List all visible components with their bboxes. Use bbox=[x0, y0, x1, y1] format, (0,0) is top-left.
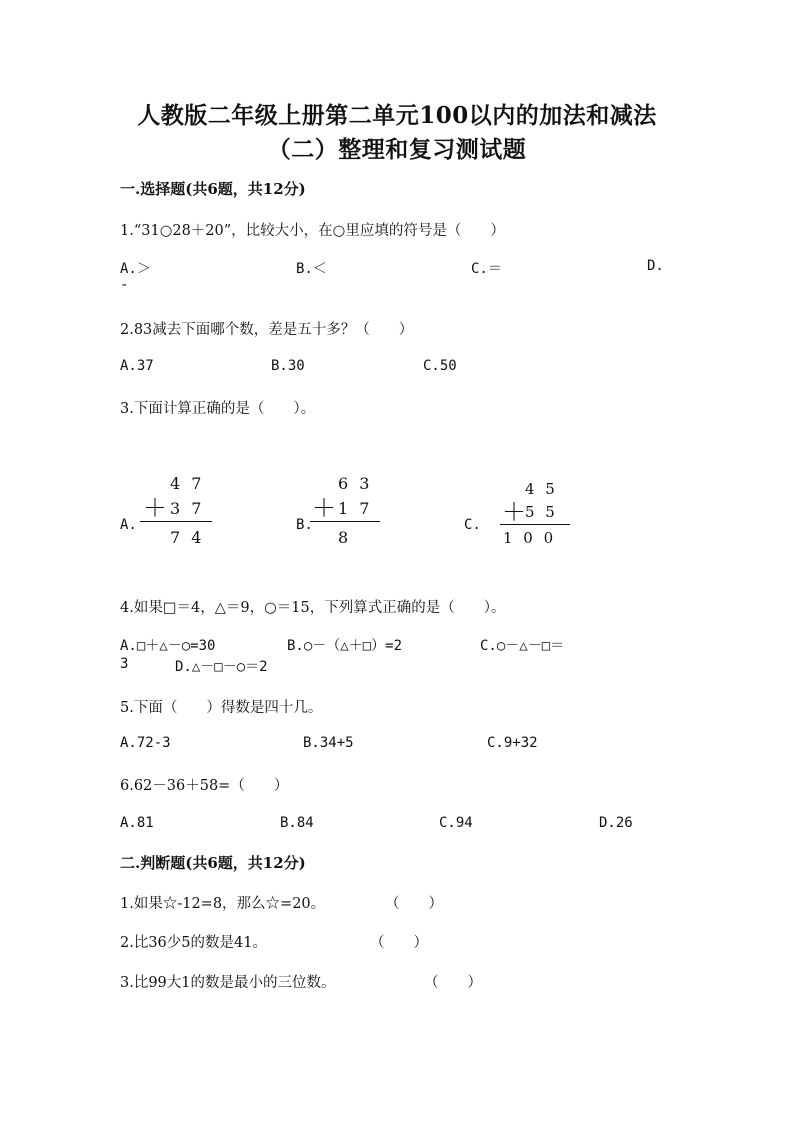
section-heading-choice: 一.选择题(共6题，共12分) bbox=[120, 180, 306, 198]
q5-option-c[interactable]: C.9+32 bbox=[487, 735, 538, 751]
calc-c-line bbox=[500, 524, 570, 525]
question-2-text: 2.83减去下面哪个数，差是五十多？（ ） bbox=[120, 322, 414, 338]
q6-option-a[interactable]: A.81 bbox=[120, 815, 154, 831]
calc-a-line bbox=[140, 521, 212, 522]
q3-option-c-label[interactable]: C. bbox=[464, 517, 481, 533]
judge-2-blank[interactable]: （ ） bbox=[370, 935, 428, 951]
calc-a-top: 4 7 bbox=[170, 474, 202, 493]
calc-c-result: 1 0 0 bbox=[503, 529, 554, 547]
q2-option-b[interactable]: B.30 bbox=[271, 358, 305, 374]
q4-option-c-wrap: 3 bbox=[120, 656, 129, 672]
question-3-text: 3.下面计算正确的是（ ）。 bbox=[120, 401, 316, 417]
calc-b-bottom: 1 7 bbox=[338, 499, 370, 518]
calc-b-result: 8 bbox=[338, 528, 349, 547]
section-heading-judge: 二.判断题(共6题，共12分) bbox=[120, 854, 306, 872]
calc-b-top: 6 3 bbox=[338, 474, 370, 493]
question-6-text: 6.62－36＋58=（ ） bbox=[120, 778, 289, 794]
q3-option-a-label[interactable]: A. bbox=[120, 517, 137, 533]
calc-c-bottom: 5 5 bbox=[525, 503, 555, 521]
q1-option-a[interactable]: A.＞ bbox=[120, 261, 151, 277]
plus-icon: ＋ bbox=[502, 498, 526, 526]
q3-option-b-label[interactable]: B. bbox=[296, 517, 313, 533]
q1-option-d-wrap: - bbox=[120, 277, 129, 293]
question-1-text: 1.“31○28＋20”，比较大小，在○里应填的符号是（ ） bbox=[120, 223, 505, 239]
q1-option-b[interactable]: B.＜ bbox=[296, 261, 327, 277]
question-5-text: 5.下面（ ）得数是四十几。 bbox=[120, 700, 323, 716]
q4-option-c[interactable]: C.○－△－□＝ bbox=[480, 638, 565, 654]
q2-option-c[interactable]: C.50 bbox=[423, 358, 457, 374]
judge-3-text: 3.比99大1的数是最小的三位数。 bbox=[120, 975, 336, 991]
q3-calc-b[interactable] bbox=[310, 474, 420, 554]
question-4-text: 4.如果□＝4，△＝9，○＝15，下列算式正确的是（ ）。 bbox=[120, 600, 506, 616]
judge-1-text: 1.如果☆-12=8，那么☆=20。 bbox=[120, 896, 326, 912]
q6-option-b[interactable]: B.84 bbox=[280, 815, 314, 831]
q3-calc-a[interactable] bbox=[140, 474, 250, 554]
q4-option-b[interactable]: B.○－（△＋□）=2 bbox=[287, 638, 403, 654]
q1-option-d[interactable]: D. bbox=[647, 258, 664, 274]
judge-1-blank[interactable]: （ ） bbox=[385, 896, 443, 912]
q6-option-d[interactable]: D.26 bbox=[599, 815, 633, 831]
q4-option-d[interactable]: D.△－□－○＝2 bbox=[175, 659, 268, 675]
page-title-line2: （二）整理和复习测试题 bbox=[267, 136, 527, 163]
q5-option-a[interactable]: A.72-3 bbox=[120, 735, 171, 751]
plus-icon: ＋ bbox=[143, 494, 167, 522]
calc-c-top: 4 5 bbox=[525, 480, 555, 498]
judge-3-blank[interactable]: （ ） bbox=[424, 975, 482, 991]
plus-icon: ＋ bbox=[312, 494, 336, 522]
q3-calc-c[interactable] bbox=[500, 480, 610, 560]
page-title-line1: 人教版二年级上册第二单元100以内的加法和减法 bbox=[137, 102, 657, 129]
q6-option-c[interactable]: C.94 bbox=[439, 815, 473, 831]
judge-2-text: 2.比36少5的数是41。 bbox=[120, 935, 267, 951]
calc-a-bottom: 3 7 bbox=[170, 499, 202, 518]
q5-option-b[interactable]: B.34+5 bbox=[303, 735, 354, 751]
calc-a-result: 7 4 bbox=[170, 528, 202, 547]
calc-b-line bbox=[310, 521, 380, 522]
q4-option-a[interactable]: A.□＋△－○=30 bbox=[120, 638, 216, 654]
q1-option-c[interactable]: C.＝ bbox=[471, 261, 502, 277]
q2-option-a[interactable]: A.37 bbox=[120, 358, 154, 374]
